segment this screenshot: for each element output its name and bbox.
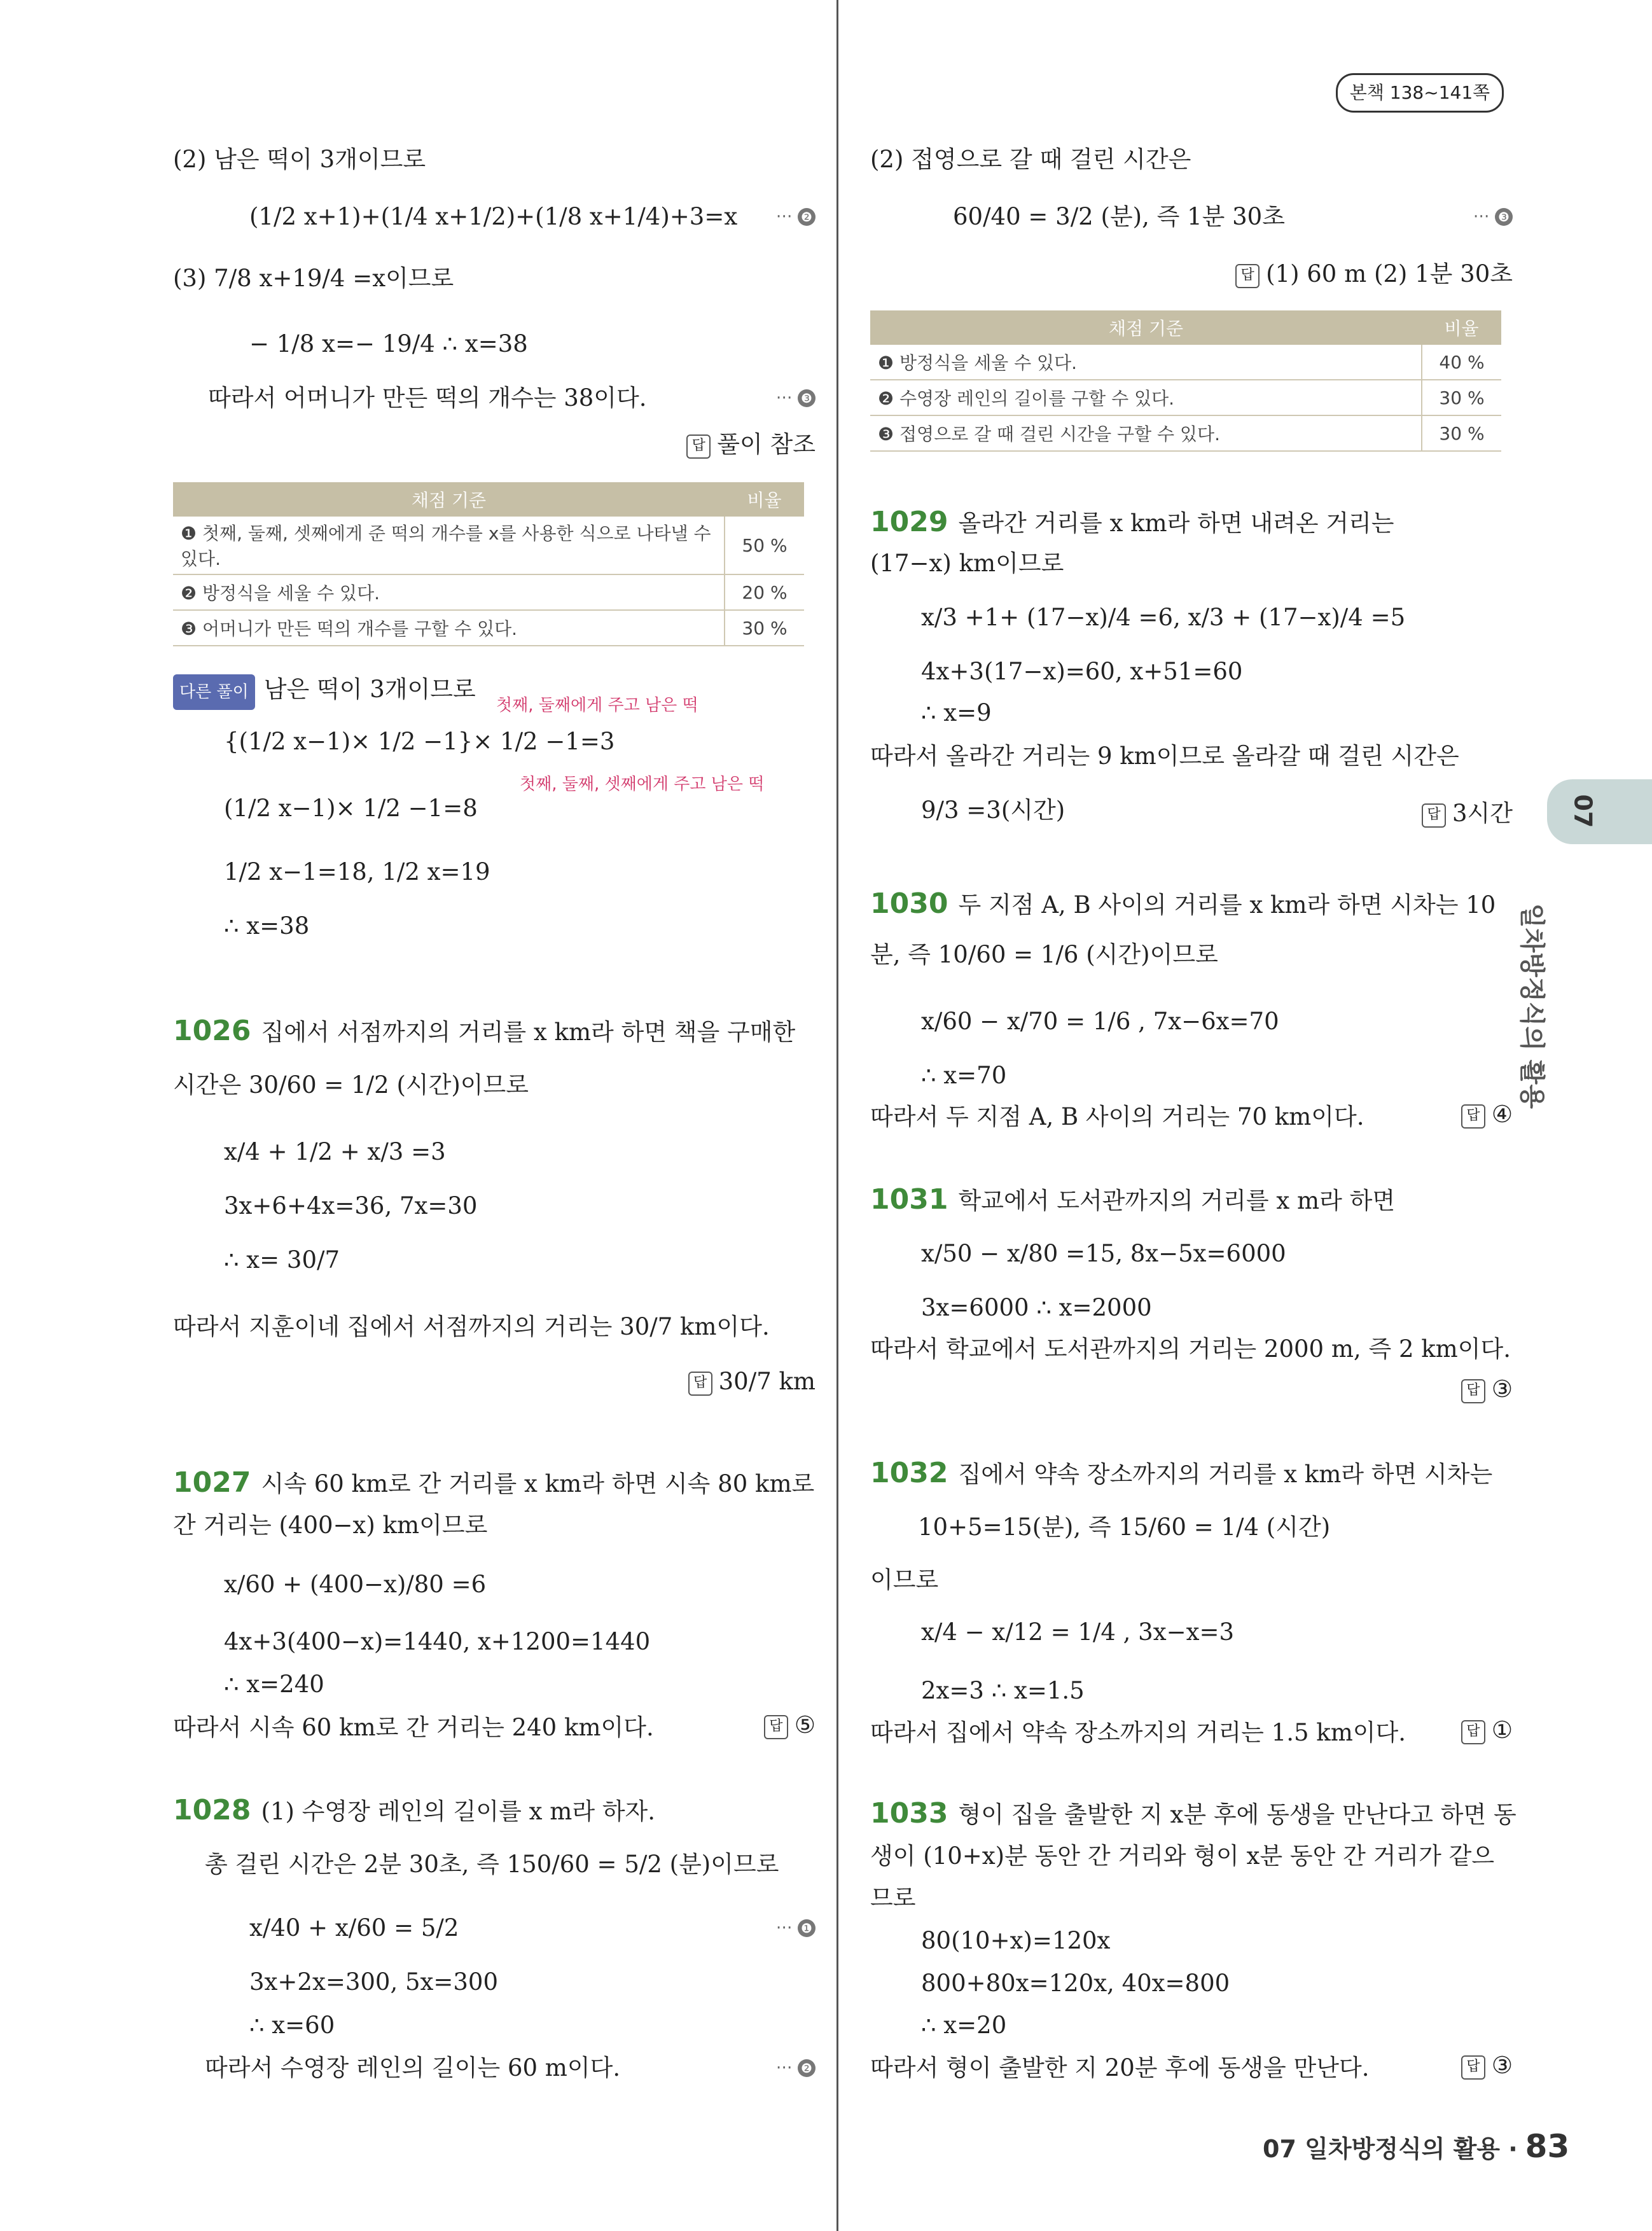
answer: 답 ③: [1461, 2052, 1513, 2080]
sol-line: 시간은 30/60 = 1/2 (시간)이므로: [173, 1071, 529, 1099]
problem-1032: 1032 집에서 약속 장소까지의 거리를 x km라 하면 시차는: [870, 1457, 1493, 1489]
equation: x/60 − x/70 = 1/6 , 7x−6x=70: [921, 1008, 1279, 1035]
table-cell: ❶ 방정식을 세울 수 있다.: [870, 345, 1422, 380]
equation: ∴ x=240: [224, 1671, 324, 1698]
problem-1030: 1030 두 지점 A, B 사이의 거리를 x km라 하면 시차는 10: [870, 887, 1496, 920]
answer: 답 (1) 60 m (2) 1분 30초: [1235, 254, 1513, 289]
alt-solution: 다른 풀이 남은 떡이 3개이므로: [173, 673, 476, 710]
equation: 10+5=15(분), 즉 15/60 = 1/4 (시간): [918, 1513, 1331, 1541]
equation: x/3 +1+ (17−x)/4 =6, x/3 + (17−x)/4 =5: [921, 604, 1406, 631]
equation: {(1/2 x−1)× 1/2 −1}× 1/2 −1=3: [224, 728, 615, 755]
equation: 1/2 x−1=18, 1/2 x=19: [224, 858, 490, 886]
table-cell: ❸ 접영으로 갈 때 걸린 시간을 구할 수 있다.: [870, 415, 1422, 451]
answer: 답 풀이 참조: [686, 425, 816, 459]
equation: 2x=3 ∴ x=1.5: [921, 1677, 1085, 1704]
equation: (1/2 x−1)× 1/2 −1=8: [224, 795, 478, 822]
table-header: 채점 기준: [870, 310, 1422, 345]
sol-line: 따라서 두 지점 A, B 사이의 거리는 70 km이다.: [870, 1103, 1364, 1130]
answer: 답 ③: [1461, 1375, 1513, 1403]
sol-line: 따라서 수영장 레인의 길이는 60 m이다.: [205, 2054, 621, 2082]
equation: x/50 − x/80 =15, 8x−5x=6000: [921, 1240, 1286, 1267]
equation: 3x+2x=300, 5x=300: [249, 1968, 498, 1996]
table-cell: 30 %: [1422, 380, 1501, 415]
answer: 답 30/7 km: [688, 1368, 816, 1396]
table-header: 비율: [1422, 310, 1501, 345]
sol-line: (3) 7/8 x+19/4 =x이므로: [173, 265, 454, 292]
equation: ∴ x=20: [921, 2012, 1007, 2039]
equation: x/40 + x/60 = 5/2: [249, 1914, 459, 1942]
table-cell: 50 %: [725, 517, 804, 574]
problem-1031: 1031 학교에서 도서관까지의 거리를 x m라 하면: [870, 1183, 1396, 1216]
grading-table: [173, 482, 804, 646]
equation: 800+80x=120x, 40x=800: [921, 1970, 1230, 1997]
table-cell: 40 %: [1422, 345, 1501, 380]
problem-1028: 1028 (1) 수영장 레인의 길이를 x m라 하자.: [173, 1794, 656, 1826]
equation: 80(10+x)=120x: [921, 1927, 1111, 1954]
equation: ∴ x=38: [224, 912, 310, 940]
sol-line: 따라서 시속 60 km로 간 거리는 240 km이다.: [173, 1714, 654, 1741]
table-cell: ❷ 수영장 레인의 길이를 구할 수 있다.: [870, 380, 1422, 415]
equation: ∴ x= 30/7: [224, 1246, 340, 1274]
problem-1026: 1026 집에서 서점까지의 거리를 x km라 하면 책을 구매한: [173, 1015, 796, 1047]
equation: 3x+6+4x=36, 7x=30: [224, 1192, 478, 1220]
equation: 3x=6000 ∴ x=2000: [921, 1294, 1152, 1321]
equation: x/4 − x/12 = 1/4 , 3x−x=3: [921, 1618, 1234, 1646]
table-cell: ❸ 어머니가 만든 떡의 개수를 구할 수 있다.: [173, 610, 725, 646]
sol-line: 따라서 형이 출발한 지 20분 후에 동생을 만난다.: [870, 2054, 1370, 2082]
step-marker: ⋯ ❷: [776, 2058, 816, 2077]
sol-line: 이므로: [870, 1566, 939, 1594]
problem-1029: 1029 올라간 거리를 x km라 하면 내려온 거리는: [870, 506, 1394, 538]
table-header: 채점 기준: [173, 482, 725, 517]
sol-line: (17−x) km이므로: [870, 550, 1064, 577]
sol-line: 간 거리는 (400−x) km이므로: [173, 1512, 488, 1539]
chapter-tab: 07: [1547, 779, 1652, 844]
step-marker: ⋯ ❸: [776, 388, 816, 407]
sol-line: (2) 접영으로 갈 때 걸린 시간은: [870, 146, 1191, 173]
table-cell: 20 %: [725, 574, 804, 610]
sol-line: 총 걸린 시간은 2분 30초, 즉 150/60 = 5/2 (분)이므로: [205, 1851, 779, 1878]
annotation: 첫째, 둘째, 셋째에게 주고 남은 떡: [520, 775, 765, 794]
textbook-page-badge: 본책 138~141쪽: [1336, 73, 1504, 113]
sol-line: 따라서 어머니가 만든 떡의 개수는 38이다.: [208, 384, 647, 412]
equation: x/4 + 1/2 + x/3 =3: [224, 1138, 446, 1165]
table-cell: ❷ 방정식을 세울 수 있다.: [173, 574, 725, 610]
equation: ∴ x=60: [249, 2012, 335, 2039]
answer: 답 3시간: [1422, 794, 1513, 828]
problem-1027: 1027 시속 60 km로 간 거리를 x km라 하면 시속 80 km로: [173, 1466, 815, 1499]
table-cell: 30 %: [1422, 415, 1501, 451]
table-cell: 30 %: [725, 610, 804, 646]
answer: 답 ①: [1461, 1716, 1513, 1744]
step-marker: ⋯ ❶: [776, 1918, 816, 1937]
equation: ∴ x=70: [921, 1062, 1007, 1089]
annotation: 첫째, 둘째에게 주고 남은 떡: [496, 696, 698, 715]
equation: (1/2 x+1)+(1/4 x+1/2)+(1/8 x+1/4)+3=x: [249, 203, 738, 230]
column-divider: [836, 0, 838, 2231]
table-cell: ❶ 첫째, 둘째, 셋째에게 준 떡의 개수를 x를 사용한 식으로 나타낼 수 있다.: [173, 517, 725, 574]
sol-line: 분, 즉 10/60 = 1/6 (시간)이므로: [870, 941, 1218, 968]
page-number: 83: [1525, 2128, 1570, 2165]
answer: 답 ⑤: [764, 1711, 816, 1739]
equation: 4x+3(17−x)=60, x+51=60: [921, 658, 1243, 685]
sol-line: 생이 (10+x)분 동안 간 거리와 형이 x분 동안 간 거리가 같으: [870, 1842, 1495, 1870]
step-marker: ⋯ ❷: [776, 207, 816, 226]
equation: − 1/8 x=− 19/4 ∴ x=38: [249, 330, 528, 358]
equation: ∴ x=9: [921, 699, 992, 726]
equation: 60/40 = 3/2 (분), 즉 1분 30초: [953, 203, 1285, 230]
sol-line: 따라서 올라간 거리는 9 km이므로 올라갈 때 걸린 시간은: [870, 742, 1459, 770]
sol-line: 따라서 지훈이네 집에서 서점까지의 거리는 30/7 km이다.: [173, 1313, 770, 1340]
page-footer: 07 일차방정식의 활용 · 83: [1263, 2128, 1570, 2165]
equation: 4x+3(400−x)=1440, x+1200=1440: [224, 1628, 651, 1655]
equation: x/60 + (400−x)/80 =6: [224, 1571, 487, 1598]
problem-1033: 1033 형이 집을 출발한 지 x분 후에 동생을 만난다고 하면 동: [870, 1797, 1517, 1830]
chapter-side-title: 일차방정식의 활용: [1517, 903, 1546, 1109]
equation: 9/3 =3(시간): [921, 796, 1065, 824]
sol-line: (2) 남은 떡이 3개이므로: [173, 146, 426, 173]
sol-line: 따라서 집에서 약속 장소까지의 거리는 1.5 km이다.: [870, 1719, 1406, 1746]
answer: 답 ④: [1461, 1101, 1513, 1129]
sol-line: 므로: [870, 1884, 916, 1912]
step-marker: ⋯ ❸: [1473, 207, 1513, 226]
grading-table: [870, 310, 1501, 452]
table-header: 비율: [725, 482, 804, 517]
sol-line: 따라서 학교에서 도서관까지의 거리는 2000 m, 즉 2 km이다.: [870, 1335, 1511, 1363]
